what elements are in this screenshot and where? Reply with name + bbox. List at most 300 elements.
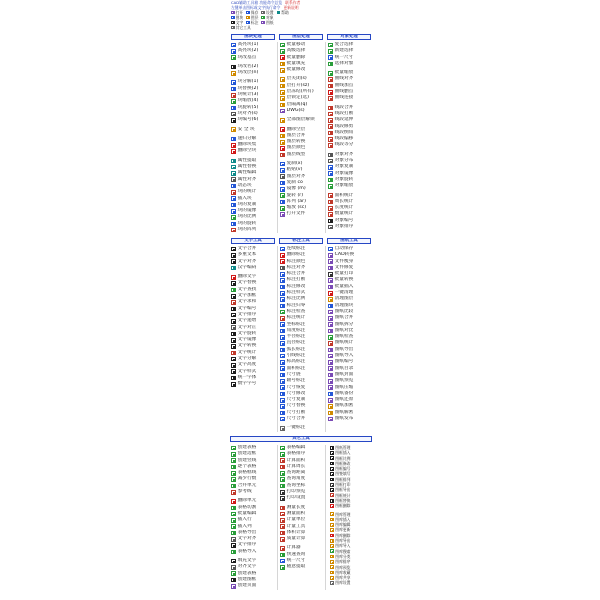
column-frame-library-tools — [325, 445, 373, 590]
menu-item-label: 弧长标注 — [286, 346, 306, 352]
menu-item-label: 创建表格 — [237, 445, 257, 450]
menu-item[interactable] — [229, 489, 277, 495]
column-headers — [229, 33, 373, 40]
text-icon — [231, 281, 236, 286]
menu-item-label: 线段修剪 — [334, 123, 354, 129]
menu-item-label: 图库导入 — [335, 543, 351, 549]
menu-item[interactable] — [278, 495, 325, 501]
menu-item-label: 批量修改 — [286, 67, 306, 73]
line-icon — [328, 96, 333, 101]
dimension-icon — [280, 385, 285, 390]
menu-item[interactable] — [326, 503, 373, 508]
menu-item[interactable] — [326, 224, 373, 230]
menu-item-label: 复制(x) — [286, 161, 303, 167]
table-icon — [231, 471, 236, 476]
delete-icon — [330, 534, 334, 538]
settings-icon — [231, 26, 235, 30]
select-icon — [280, 206, 285, 211]
info-link[interactable] — [261, 20, 273, 25]
frame-icon — [330, 451, 334, 455]
select-icon — [231, 55, 236, 60]
menu-item-label: 尺寸链 — [286, 371, 301, 377]
menu-item-label: 图纸合并 — [334, 315, 354, 321]
menu-item[interactable] — [278, 536, 325, 542]
table-icon — [231, 571, 236, 576]
column-header-layer — [277, 33, 325, 40]
menu-item-label: 图框导出 — [335, 487, 351, 493]
menu-item-label: 粘贴(v) — [286, 167, 303, 173]
menu-item-label: 面积统计 — [334, 192, 354, 198]
menu-item-label: 直径标注 — [286, 340, 306, 346]
menu-item-label: 图纸统计 — [334, 340, 354, 346]
menu-item-label: 尺寸修改 — [286, 390, 306, 396]
menu-item[interactable] — [278, 67, 325, 73]
menu-item-label: 全部图层解锁 — [286, 117, 315, 123]
menu-item-label: 一键标注 — [286, 425, 306, 431]
align-icon — [231, 177, 236, 182]
menu-item[interactable] — [326, 416, 373, 422]
menu-group — [278, 161, 325, 218]
menu-item-label: 创建边框 — [237, 451, 257, 457]
info-label: 图纸 — [265, 20, 274, 25]
menu-item-label: 周长统计 — [334, 198, 354, 204]
menu-item-label: 高亮块(1) — [237, 42, 259, 47]
menu-item-label: 半径标注 — [286, 334, 306, 340]
menu-item[interactable] — [326, 183, 373, 189]
menu-item-label: 标注颜色 — [286, 258, 306, 264]
layer-icon — [280, 103, 285, 108]
save-icon — [328, 392, 333, 397]
file-icon — [328, 417, 333, 422]
line-icon — [328, 84, 333, 89]
menu-item-label: 汉字编码 — [237, 264, 257, 270]
section-text-dimension-drawing — [229, 237, 373, 435]
menu-item-label: 曲线连接 — [334, 95, 354, 101]
text-icon — [231, 332, 236, 337]
menu-item-label: CAD转换 — [334, 252, 355, 258]
print-icon — [330, 483, 334, 487]
menu-group — [326, 152, 373, 190]
column-header-label: 图块处理 — [231, 34, 275, 40]
dimension-icon — [280, 417, 285, 422]
column-dimension-tools — [277, 246, 325, 432]
menu-group — [326, 246, 373, 422]
menu-item-label: 图纸预览 — [334, 378, 354, 384]
info-label: CAD辅助工具箱 功能命令总览 — [231, 0, 283, 5]
menu-item[interactable] — [229, 117, 277, 123]
block-icon — [231, 16, 235, 20]
menu-item-label: 图层合并 — [286, 132, 306, 138]
menu-item-label: 对象缩放 — [334, 183, 354, 189]
calc-icon — [231, 190, 236, 195]
select-icon — [231, 215, 236, 220]
menu-item-label: 角度标注 — [286, 327, 306, 333]
menu-item-label: 填充文字 — [237, 558, 257, 564]
menu-item-label: 线段合并 — [334, 104, 354, 110]
column-header-object — [325, 33, 373, 40]
column-header-label: 文字工具 — [231, 238, 275, 244]
frame-icon — [330, 446, 334, 450]
menu-item-label: 统一尺寸 — [286, 558, 306, 564]
text-icon — [231, 376, 236, 381]
delete-icon — [231, 143, 236, 148]
menu-item-label: 合并单元 — [237, 482, 257, 488]
file-icon — [328, 385, 333, 390]
layer-icon — [280, 84, 285, 89]
menu-item-label: 图纸对比 — [334, 327, 354, 333]
lock-icon — [328, 411, 333, 416]
menu-item-label: 层打开(sz) — [286, 82, 310, 88]
table-icon — [231, 531, 236, 536]
menu-item-label: 标注样式 — [286, 290, 306, 296]
menu-group — [326, 42, 373, 67]
menu-item-label: 图框删除 — [335, 503, 351, 509]
menu-item-label: 属性对齐 — [237, 176, 257, 182]
menu-item[interactable] — [229, 70, 277, 76]
menu-group — [229, 445, 277, 495]
menu-item-label: 标注统计 — [286, 315, 306, 321]
menu-item-label: 块改名(2) — [237, 63, 259, 69]
select-icon — [328, 62, 333, 67]
menu-item-label: 线段打断 — [334, 110, 354, 116]
menu-item-label: 图纸加密 — [334, 403, 354, 409]
menu-item-label: 批量填充 — [286, 60, 306, 66]
column-table-tools — [229, 445, 277, 590]
menu-item-label: 高亮块(2) — [237, 48, 259, 54]
dimension-icon — [280, 278, 285, 283]
menu-item-label: 图框统计 — [335, 492, 351, 498]
menu-item-label: 图层颜色 — [286, 145, 306, 151]
info-label: 图块 — [235, 15, 244, 20]
menu-item-label: 块改层(n) — [237, 70, 259, 76]
lock-icon — [280, 118, 285, 123]
calc-icon — [280, 458, 285, 463]
align-icon — [280, 266, 285, 271]
menu-item-label: 图纸发布 — [334, 416, 354, 422]
calc-icon — [328, 206, 333, 211]
delete-icon — [328, 291, 333, 296]
menu-item-label: 图纸导出 — [334, 346, 354, 352]
delete-icon — [231, 275, 236, 280]
menu-group — [278, 505, 325, 543]
menu-group — [229, 79, 277, 123]
menu-item-label: 创建页面 — [237, 583, 257, 589]
menu-item-label: 创建表格 — [237, 570, 257, 576]
copy-icon — [280, 162, 285, 167]
library-icon — [330, 576, 334, 580]
library-icon — [330, 571, 334, 575]
file-icon — [328, 360, 333, 365]
text-icon — [231, 247, 236, 252]
column-text-tools — [229, 246, 277, 432]
select-icon — [280, 49, 285, 54]
menu-item-label: 文字对齐 — [237, 258, 257, 264]
menu-item-label: 逐个表格 — [237, 463, 257, 469]
menu-item-label: 属性替换 — [237, 164, 257, 170]
info-link[interactable] — [231, 25, 251, 30]
text-icon — [231, 382, 236, 387]
menu-item[interactable] — [229, 127, 277, 133]
dimension-icon — [280, 329, 285, 334]
menu-item-label: 图库导出 — [335, 538, 351, 544]
file-icon — [328, 354, 333, 359]
menu-item[interactable] — [326, 61, 373, 67]
menu-item-label: 批量打印 — [334, 271, 354, 277]
menu-item-label: 图库分类 — [335, 553, 351, 559]
menu-item[interactable] — [278, 117, 325, 123]
menu-item-label: 轴号标注 — [286, 378, 306, 384]
info-link[interactable] — [246, 20, 258, 25]
menu-item-label: 自动保存 — [334, 246, 354, 251]
frame-icon — [231, 578, 236, 583]
column-header-dimension — [277, 237, 325, 244]
calc-icon — [280, 518, 285, 523]
dimension-icon — [280, 247, 285, 252]
file-icon — [328, 316, 333, 321]
menu-group — [326, 105, 373, 149]
menu-item-label: 表格框线 — [237, 470, 257, 476]
lock-icon — [231, 127, 236, 132]
settings-icon — [330, 581, 334, 585]
layer-icon — [280, 90, 285, 95]
table-icon — [231, 512, 236, 517]
layer-icon — [328, 297, 333, 302]
block-icon — [231, 184, 236, 189]
menu-item-label: 文字统计 — [237, 349, 257, 355]
menu-item-label: 块的统计 — [237, 189, 257, 195]
menu-item-label: 属性编辑 — [237, 170, 257, 176]
menu-item[interactable] — [278, 564, 325, 570]
table-icon — [231, 446, 236, 451]
menu-item-label: 文字对正 — [237, 324, 257, 330]
file-icon — [280, 212, 285, 217]
menu-item-label: 层隔离(q) — [286, 101, 308, 107]
text-icon — [231, 357, 236, 362]
text-icon — [231, 313, 236, 318]
menu-item-label: 块的阵列 — [237, 227, 257, 233]
menu-item-label: 对象镜像 — [334, 170, 354, 176]
menu-item-label: 删除块集 — [237, 142, 257, 148]
menu-item-label: 表格导入 — [237, 548, 257, 554]
lock-icon — [328, 404, 333, 409]
text-icon — [231, 294, 236, 299]
menu-item[interactable] — [278, 416, 325, 422]
panel-info-header — [229, 0, 373, 31]
menu-group — [278, 246, 325, 422]
copy-icon — [280, 398, 285, 403]
dimension-icon — [280, 341, 285, 346]
menu-item-label: 打印预览 — [286, 489, 306, 495]
column-headers — [229, 237, 373, 244]
menu-item-label: 线段延伸 — [334, 117, 354, 123]
layer-icon — [280, 140, 285, 145]
text-icon — [231, 319, 236, 324]
menu-item-label: 文字排序 — [237, 311, 257, 317]
menu-item-label: 块的比例 — [237, 214, 257, 220]
menu-item-label: 删除空块 — [237, 148, 257, 154]
calc-icon — [231, 300, 236, 305]
table-icon — [231, 452, 236, 457]
menu-item-label: 面积标注 — [286, 365, 306, 371]
menu-item-label: 旋转 (r) — [286, 192, 304, 198]
menu-item-label: 标注打断 — [286, 277, 306, 283]
menu-item-label: 文字排序 — [237, 542, 257, 548]
menu-item-label: 体积计算 — [286, 529, 306, 535]
menu-item[interactable] — [326, 142, 373, 148]
menu-item[interactable] — [278, 425, 325, 431]
text-icon — [231, 253, 236, 258]
menu-item-label: 图框替换 — [335, 497, 351, 503]
menu-group — [278, 117, 325, 123]
menu-item-label: 文字转换 — [237, 343, 257, 349]
menu-item-label: 批量插入 — [334, 283, 354, 289]
menu-item-label: 图库插入 — [335, 516, 351, 522]
text-icon — [328, 219, 333, 224]
menu-item[interactable] — [229, 265, 277, 271]
align-icon — [328, 159, 333, 164]
attribute-icon — [231, 159, 236, 164]
column-object-tools — [325, 42, 373, 233]
menu-item-label: 尺寸打断 — [286, 409, 306, 415]
menu-item-label: 曲线对齐 — [334, 76, 354, 82]
block-icon — [231, 106, 236, 111]
table-icon — [280, 446, 285, 451]
menu-item[interactable] — [326, 95, 373, 101]
menu-item-label: 图库管理 — [335, 511, 351, 517]
text-icon — [231, 338, 236, 343]
block-icon — [231, 80, 236, 85]
menu-item-label: 镜像 (m) — [286, 186, 306, 192]
menu-item-label: 层锁定(选) — [286, 95, 310, 101]
calc-icon — [280, 546, 285, 551]
library-icon — [330, 544, 334, 548]
align-icon — [328, 225, 333, 230]
settings-icon — [280, 426, 285, 431]
menu-item-label: 清理图块 — [334, 302, 354, 308]
menu-group — [229, 274, 277, 387]
layer-icon — [231, 71, 236, 76]
menu-item-label: 尺寸恢复 — [286, 384, 306, 390]
menu-group — [278, 42, 325, 73]
select-icon — [280, 565, 285, 570]
menu-item[interactable] — [278, 211, 325, 217]
menu-item-label: 标注归零 — [286, 302, 306, 308]
block-icon — [231, 196, 236, 201]
library-icon — [330, 560, 334, 564]
menu-item-label: 随意提取 — [286, 564, 306, 570]
settings-icon — [261, 11, 265, 15]
menu-item-label: 标注合并 — [286, 271, 306, 277]
attribute-icon — [231, 171, 236, 176]
menu-item[interactable] — [229, 549, 277, 555]
text-icon — [231, 543, 236, 548]
delete-icon — [330, 504, 334, 508]
dimension-icon — [328, 55, 333, 60]
menu-item[interactable] — [278, 152, 325, 158]
menu-item-label: 创建竖线 — [237, 457, 257, 463]
menu-item-label: 插入行 — [237, 517, 252, 523]
column-header-label: 对象处理 — [327, 34, 371, 40]
menu-item-label: 文字编号 — [237, 305, 257, 311]
line-icon — [328, 106, 333, 111]
menu-item-label: 图库预览 — [335, 564, 351, 570]
file-icon — [328, 310, 333, 315]
copy-icon — [280, 168, 285, 173]
file-icon — [231, 11, 235, 15]
table-icon — [231, 550, 236, 555]
info-link[interactable] — [277, 10, 289, 15]
info-label: 其它工具 — [235, 25, 251, 30]
menu-item[interactable] — [229, 583, 277, 589]
copy-icon — [328, 171, 333, 176]
dimension-icon — [280, 304, 285, 309]
calc-icon — [231, 351, 236, 356]
calc-icon — [231, 93, 236, 98]
menu-item[interactable] — [229, 55, 277, 61]
menu-item-label: 标注修改 — [286, 283, 306, 289]
calc-icon — [280, 531, 285, 536]
menu-item-label: 删除文字 — [237, 274, 257, 280]
menu-item-label: 块的复制 — [237, 201, 257, 207]
column-header-drawing — [325, 237, 373, 244]
menu-item-label: 动态块 — [237, 182, 252, 188]
text-icon — [231, 344, 236, 349]
info-label: 打开 — [235, 10, 244, 15]
menu-item-label: 阵列 (ar) — [286, 198, 306, 204]
menu-item[interactable] — [278, 108, 325, 114]
frame-icon — [330, 462, 334, 466]
menu-item-label: 计量工具 — [286, 523, 306, 529]
menu-item-label: 图纸编号 — [334, 359, 354, 365]
menu-item-label: 块的旋转 — [237, 220, 257, 226]
menu-item[interactable] — [229, 227, 277, 233]
calc-icon — [280, 465, 285, 470]
menu-item-label: 块改基点 — [237, 54, 257, 60]
file-icon — [328, 348, 333, 353]
search-icon — [280, 310, 285, 315]
table-icon — [231, 465, 236, 470]
menu-item[interactable] — [229, 381, 277, 387]
line-icon — [231, 228, 236, 233]
save-icon — [328, 247, 333, 252]
menu-item-label: 新建选择 — [334, 48, 354, 54]
menu-group — [326, 193, 373, 231]
menu-item-label: 测量面积 — [286, 510, 306, 516]
menu-item-label: 文字分解 — [237, 356, 257, 362]
menu-item-label: 表格导出 — [237, 529, 257, 535]
menu-item-label: 对齐文字 — [237, 564, 257, 570]
section-other-tools — [229, 435, 373, 600]
menu-item-label: 批量缩放 — [334, 70, 354, 76]
menu-group — [326, 70, 373, 101]
menu-item-label: 对象复制 — [334, 164, 354, 170]
menu-item[interactable] — [229, 148, 277, 154]
menu-item[interactable] — [326, 580, 373, 585]
info-label: 保存 — [250, 10, 259, 15]
calc-icon — [328, 341, 333, 346]
menu-item-label: 图纸解密 — [334, 409, 354, 415]
select-icon — [280, 193, 285, 198]
menu-group — [229, 42, 277, 61]
table-icon — [231, 506, 236, 511]
search-icon — [280, 477, 285, 482]
menu-item-label: 计算面积 — [286, 457, 306, 463]
layer-icon — [280, 62, 285, 67]
menu-item-label: 对象分布 — [334, 158, 354, 164]
dimension-icon — [280, 559, 285, 564]
menu-item-label: 统一字体 — [237, 374, 257, 380]
menu-item-label: 图框插入 — [335, 450, 351, 456]
